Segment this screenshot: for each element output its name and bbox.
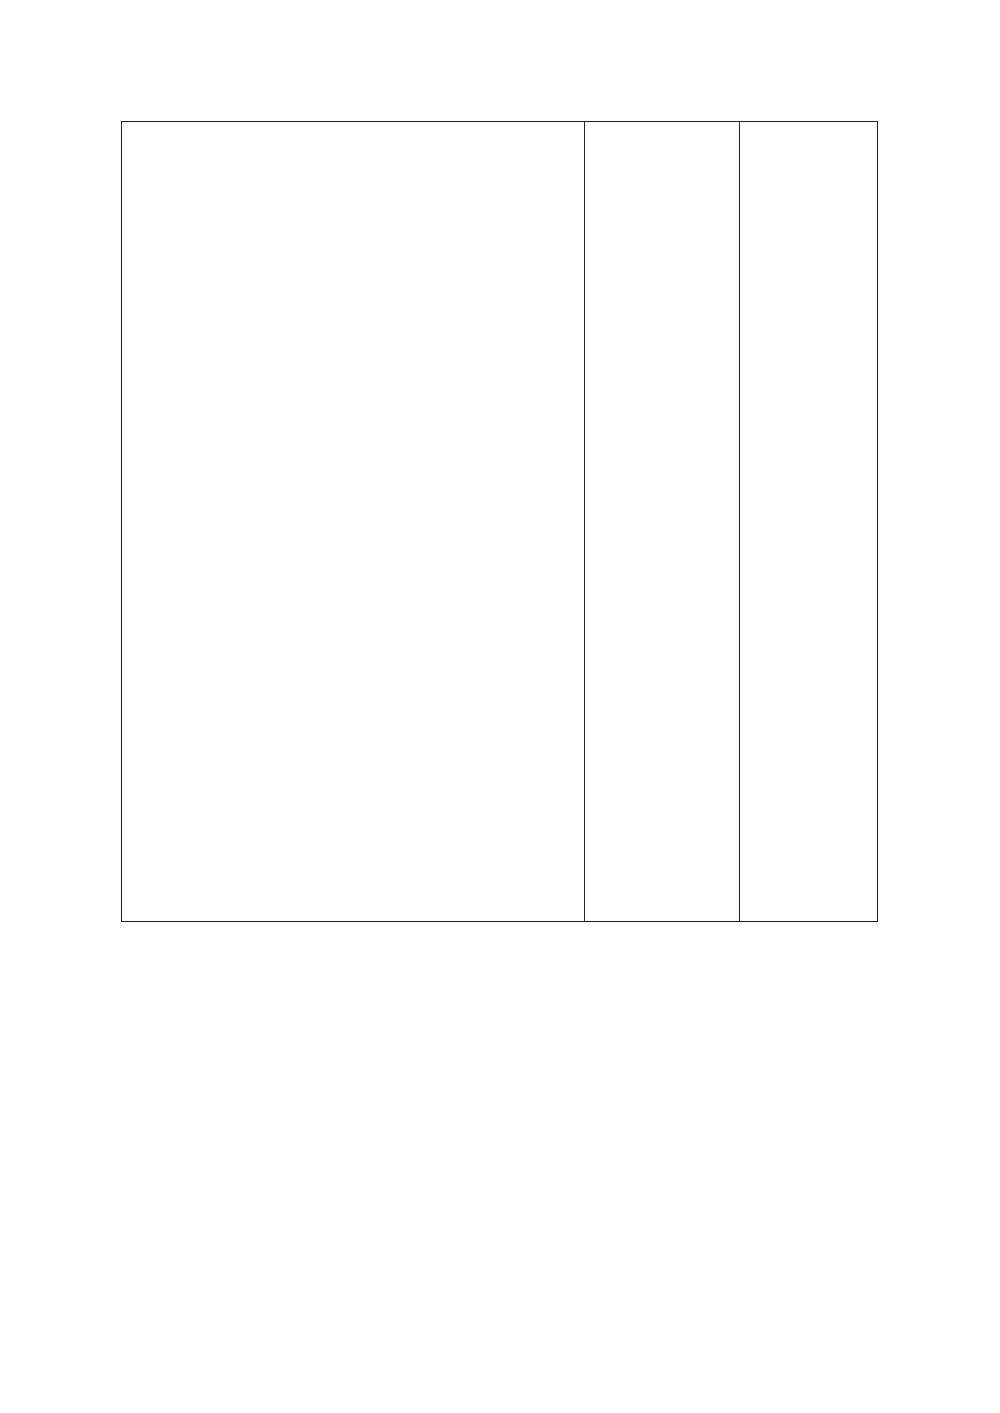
answer-column-2 [740, 122, 877, 921]
lyrics-table [121, 121, 878, 922]
liveworksheets-logo-icon [697, 1381, 723, 1407]
lyrics-column [122, 122, 585, 921]
answer-column-1 [585, 122, 740, 921]
liveworksheets-logo [697, 1378, 725, 1410]
